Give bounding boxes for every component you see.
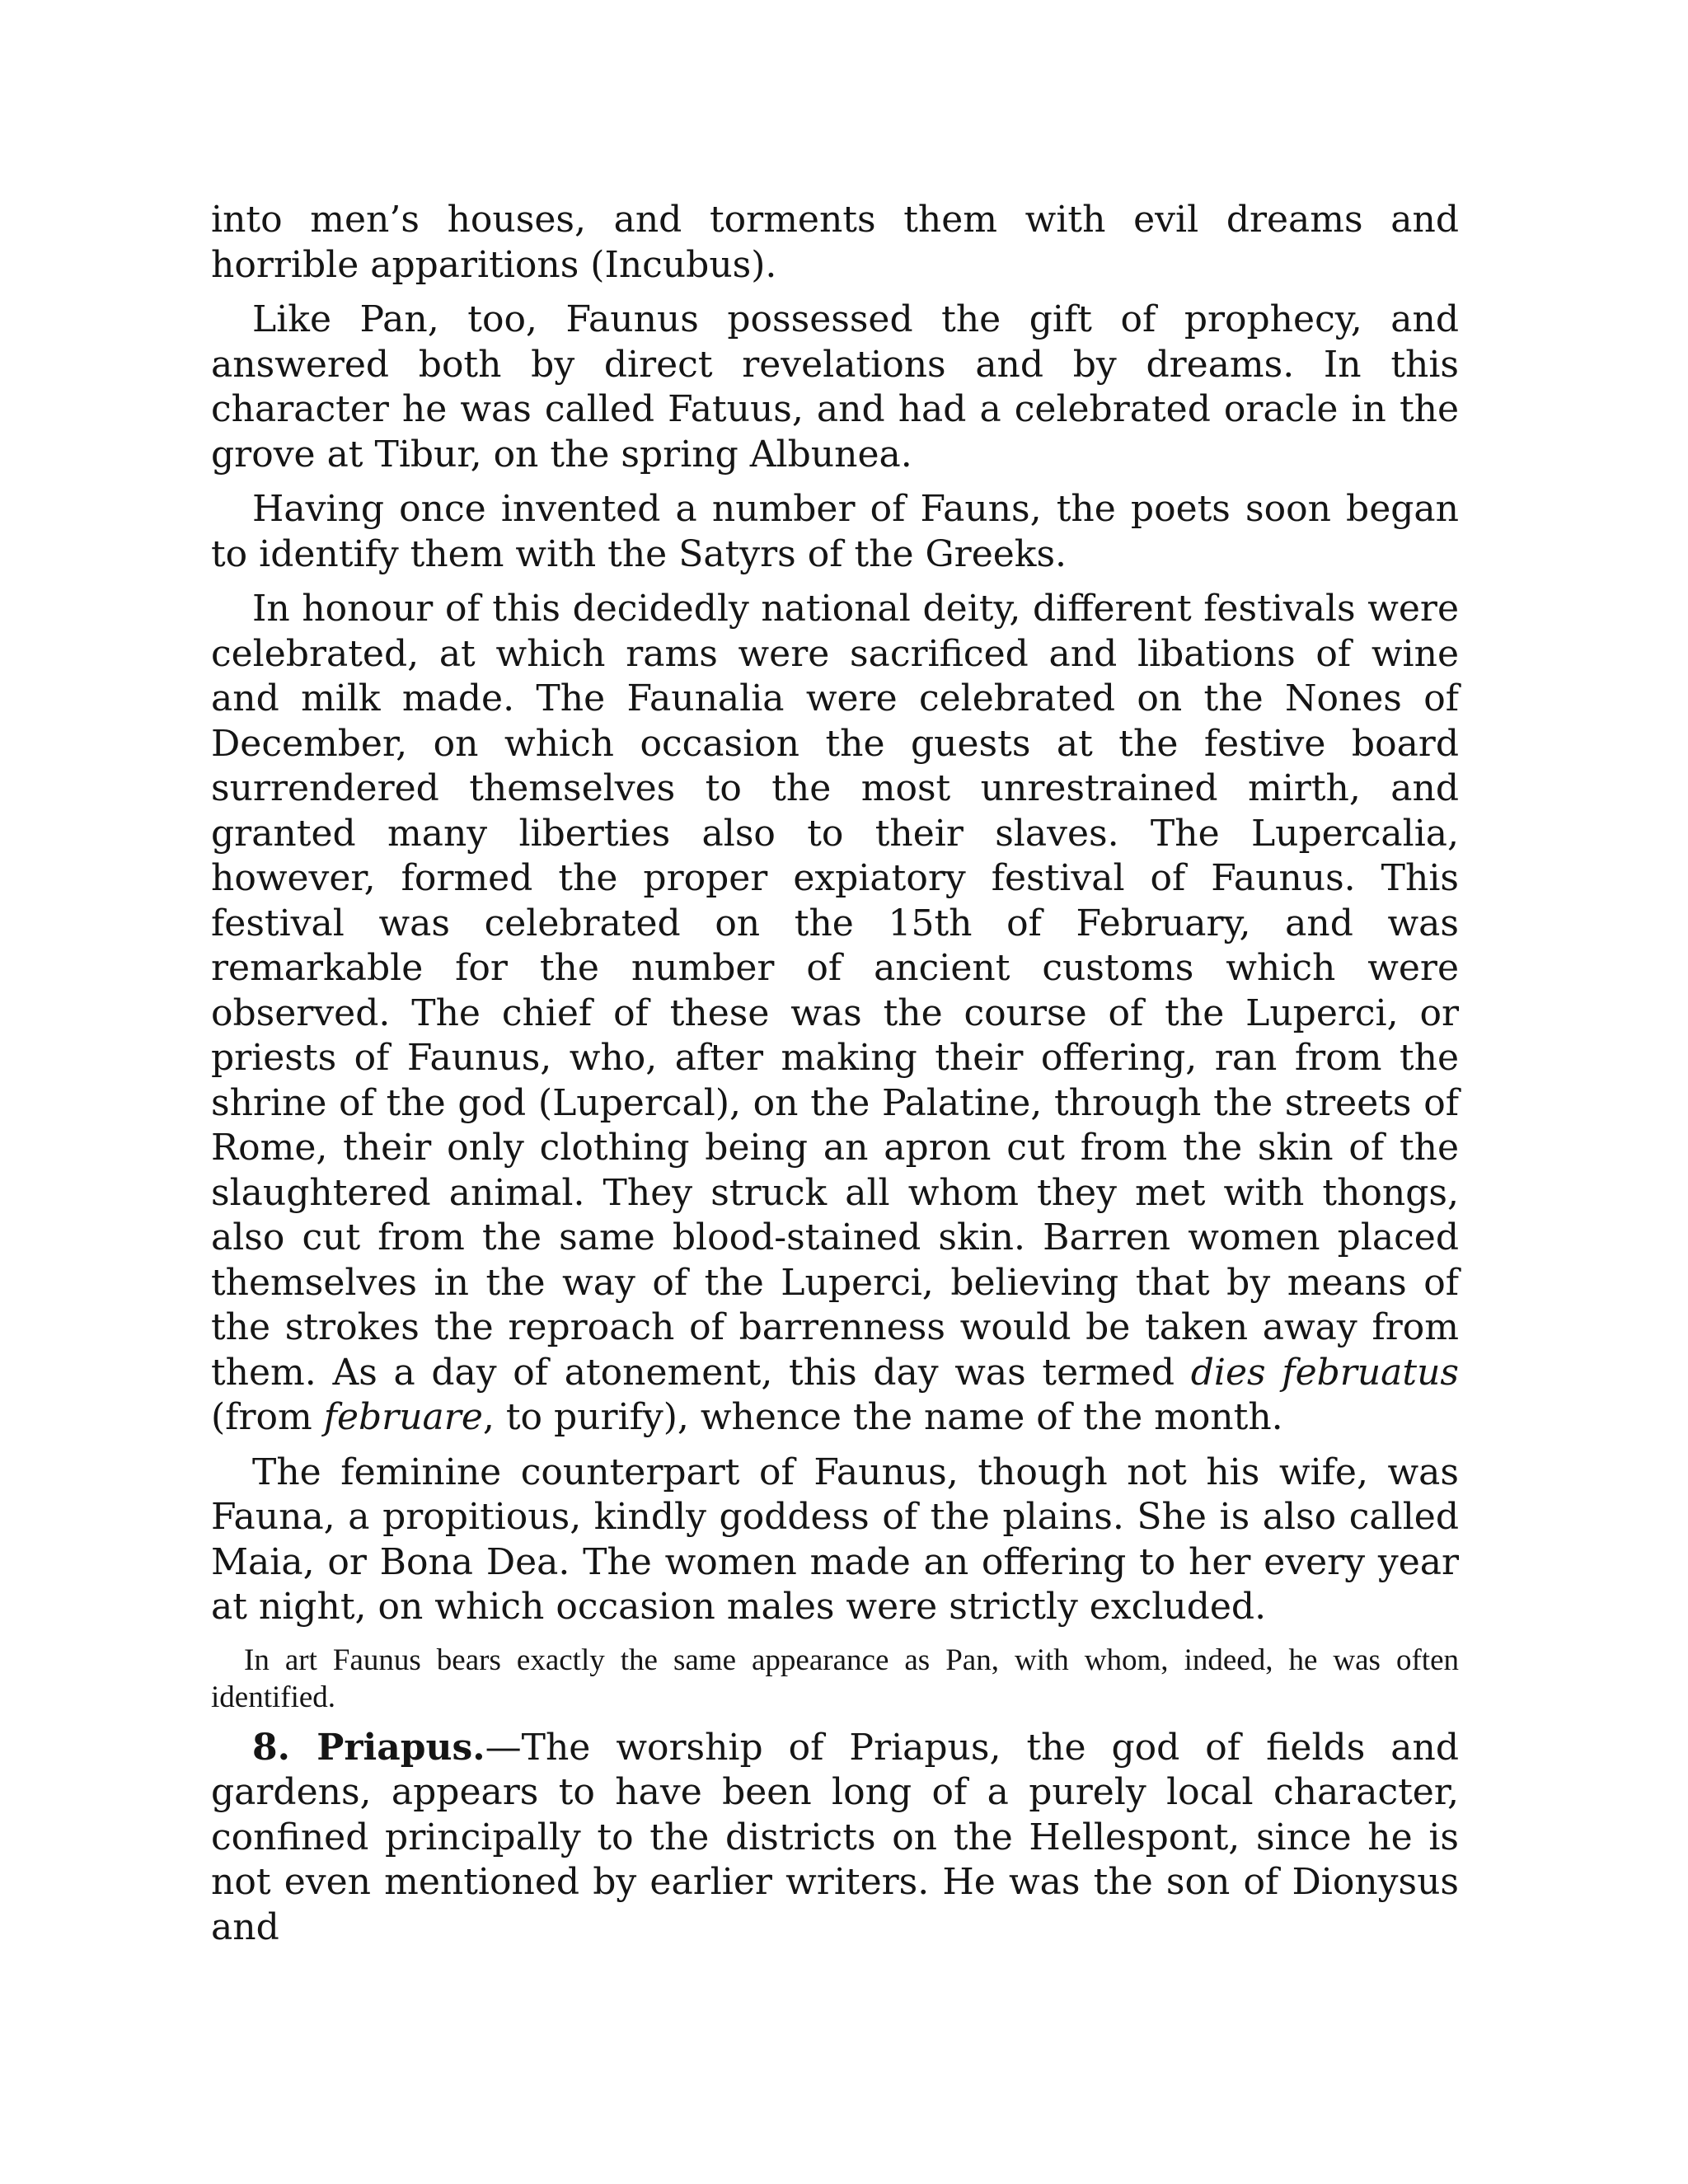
italic-term: februare [323, 1396, 483, 1438]
paragraph-text: into men’s houses, and torments them with evil dreams and horrible apparitions (Incubus). [211, 199, 1459, 286]
paragraph-festivals [211, 587, 1459, 1441]
paragraph-text: In honour of this decidedly national deity, different festivals were celebrated, at which rams were sacrificed and libations of wine and milk made. The Faunalia were celebrated on the Nones of December, on which occasion the guests at the festive board surrendered themselves to the most unrestrained mirth, and granted many liberties also to their slaves. The Lupercalia, however, formed the proper expiatory festival of Faunus. This festival was celebrated on the 15th of February, and was remarkable for the number of ancient customs which were observed. The chief of these was the course of the Luperci, or priests of Faunus, who, after making their offering, ran from the shrine of the god (Lupercal), on the Palatine, through the streets of Rome, their only clothing being an apron cut from the skin of the slaughtered animal. They struck all whom they met with thongs, also cut from the same blood-stained skin. Barren women placed themselves in the way of the Luperci, believing that by means of the strokes the reproach of barrenness would be taken away from them. As a day of atonement, this day was termed [211, 588, 1459, 1394]
paragraph-text: , to purify), whence the name of the month. [482, 1396, 1283, 1438]
paragraph-text: Having once invented a number of Fauns, the poets soon began to identify them with the Satyrs of the Greeks. [211, 488, 1459, 575]
paragraph-text: (from [211, 1396, 324, 1438]
note-paragraph [211, 1642, 1459, 1716]
page-content [211, 198, 1459, 1950]
paragraph-fauna [211, 1451, 1459, 1630]
paragraph-text: Like Pan, too, Faunus possessed the gift of prophecy, and answered both by direct revelations and by dreams. In this character he was called Fatuus, and had a celebrated oracle in the grove at Tibur, on the spring Albunea. [211, 298, 1459, 476]
section-body: —The worship of Priapus, the god of fields and gardens, appears to have been long of a purely local character, confined principally to the districts on the Hellespont, since he is not even mentioned by earlier writers. He was the son of Dionysus and [211, 1726, 1460, 1948]
section-priapus [211, 1726, 1459, 1951]
section-heading: 8. Priapus. [252, 1726, 485, 1769]
paragraph-text: The feminine counterpart of Faunus, though not his wife, was Fauna, a propitious, kindly goddess of the plains. She is also called Maia, or Bona Dea. The women made an offering to her every year at night, on which occasion males were strictly excluded. [211, 1451, 1459, 1628]
note-text: In art Faunus bears exactly the same appearance as Pan, with whom, indeed, he was often identified. [211, 1643, 1459, 1714]
paragraph-fauns-satyrs [211, 487, 1459, 577]
italic-term: dies februatus [1190, 1351, 1459, 1394]
paragraph-incubus [211, 198, 1459, 288]
paragraph-prophecy [211, 298, 1459, 477]
